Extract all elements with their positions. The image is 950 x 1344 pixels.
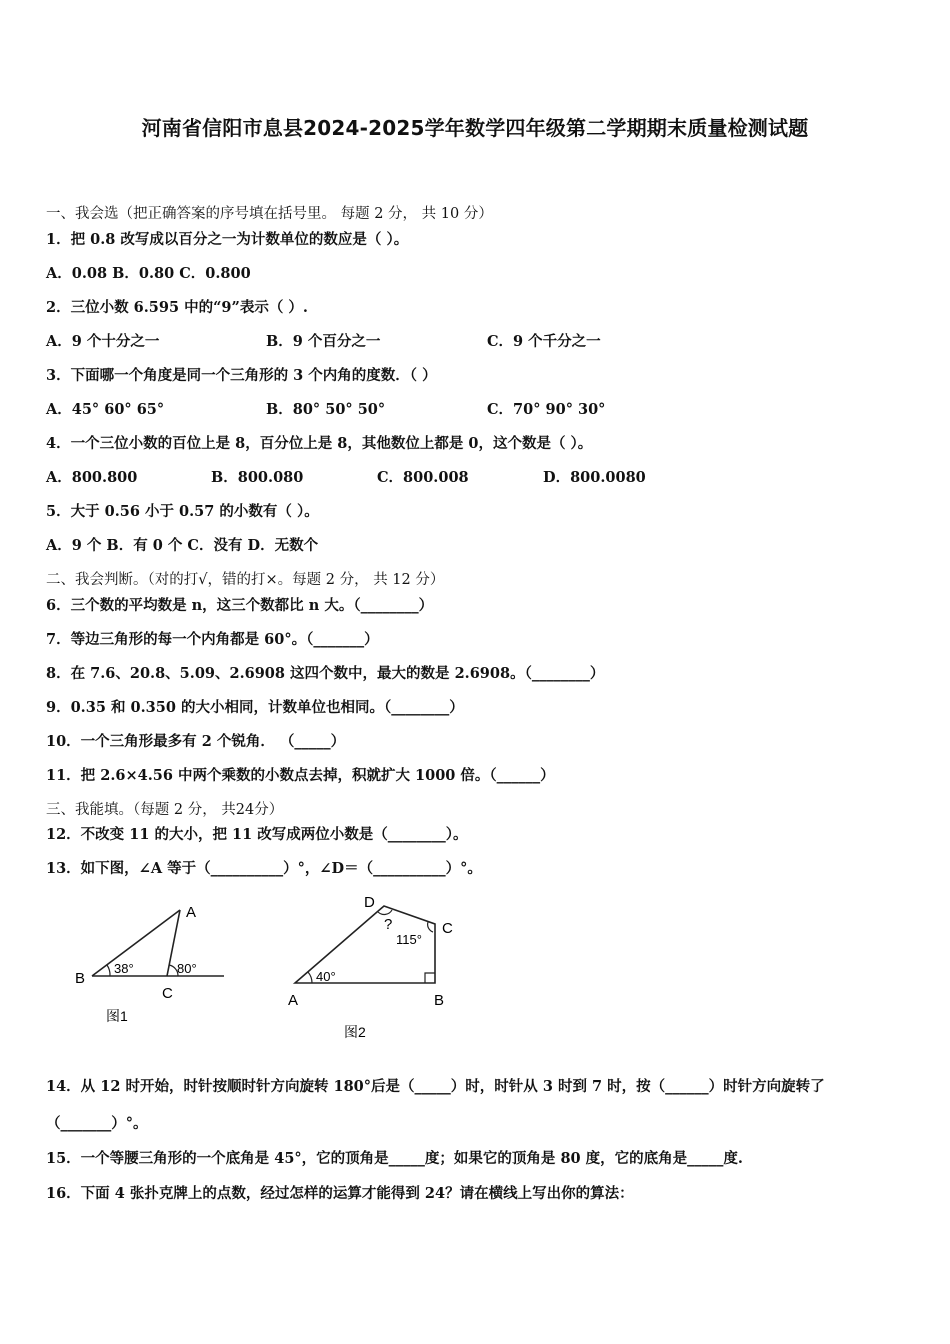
page-title: 河南省信阳市息县2024-2025学年数学四年级第二学期期末质量检测试题 [141,116,809,140]
question-1: 1．把 0.8 改写成以百分之一为计数单位的数应是（ ）。 [46,231,409,248]
fig2-label-a: A [288,992,299,1009]
fig1-side-ba [92,910,180,976]
question-5-options: A．9 个 B．有 0 个 C．没有 D．无数个 [46,537,319,554]
fig2-label-d: D [364,894,375,911]
fig2-angle-a-label: 40° [316,969,336,984]
fig1-angle-b-label: 38° [114,961,134,976]
section-3-heading: 三、我能填。（每题 2 分， 共24分） [46,802,284,818]
fig2-label-c: C [442,920,453,937]
question-8: 8．在 7.6、20.8、5.09、2.6908 这四个数中，最大的数是 2.6908。（________） [46,665,605,682]
question-12: 12．不改变 11 的大小，把 11 改写成两位小数是（________）。 [46,826,468,843]
question-2: 2．三位小数 6.595 中的“9”表示（ ）. [46,299,308,316]
figure-2-quadrilateral [280,888,470,1048]
question-1-options: A．0.08 B．0.80 C．0.800 [46,265,251,282]
fig1-label-b: B [75,970,86,987]
fig2-angle-d-arc [378,910,392,914]
fig2-angle-d-label: ? [384,916,393,933]
question-13: 13．如下图，∠A 等于（__________）°，∠D＝（__________）°。 [46,860,482,877]
question-11: 11．把 2.6×4.56 中两个乘数的小数点去掉，积就扩大 1000 倍。（______） [46,767,555,784]
fig1-label-c: C [162,985,173,1002]
fig2-angle-c-label: 115° [396,932,422,947]
question-3-option-a: A．45° 60° 65° [46,401,165,418]
question-16: 16．下面 4 张扑克牌上的点数，经过怎样的运算才能得到 24？请在横线上写出你的算法： [46,1185,634,1202]
question-5: 5．大于 0.56 小于 0.57 的小数有（ ）。 [46,503,319,520]
section-1-heading: 一、我会选（把正确答案的序号填在括号里。 每题 2 分， 共 10 分） [46,206,493,222]
question-7: 7．等边三角形的每一个内角都是 60°。（_______） [46,631,379,648]
question-14-line-1: 14．从 12 时开始，时针按顺时针方向旋转 180°后是（_____）时，时针从 3 时到 7 时，按（______）时针方向旋转了 [46,1078,825,1095]
figure-1-triangle [70,895,240,1030]
question-3-option-b: B．80° 50° 50° [266,401,386,418]
question-3: 3．下面哪一个角度是同一个三角形的 3 个内角的度数．（ ） [46,367,437,384]
question-4: 4．一个三位小数的百位上是 8，百分位上是 8，其他数位上都是 0，这个数是（ ）。 [46,435,593,452]
section-2-heading: 二、我会判断。（对的打√，错的打×。每题 2 分， 共 12 分） [46,572,445,588]
fig1-angle-c-label: 80° [177,961,197,976]
question-10: 10．一个三角形最多有 2 个锐角． （_____） [46,733,346,750]
fig1-caption: 图1 [106,1008,128,1024]
fig1-label-a: A [186,904,197,921]
question-14-line-2: （_______）°。 [46,1115,148,1132]
question-15: 15．一个等腰三角形的一个底角是 45°，它的顶角是_____度；如果它的顶角是 80 度，它的底角是_____度. [46,1150,743,1167]
question-4-option-b: B．800.080 [211,469,304,486]
question-4-option-a: A．800.800 [46,469,138,486]
fig2-caption: 图2 [344,1024,366,1040]
question-4-option-d: D．800.0080 [543,469,646,486]
fig2-right-angle-mark [425,973,435,983]
question-9: 9．0.35 和 0.350 的大小相同，计数单位也相同。（________） [46,699,464,716]
question-2-option-a: A．9 个十分之一 [46,333,160,350]
fig2-label-b: B [434,992,445,1009]
question-6: 6．三个数的平均数是 n，这三个数都比 n 大。（________） [46,597,434,614]
question-2-option-c: C．9 个千分之一 [487,333,601,350]
question-4-option-c: C．800.008 [377,469,469,486]
question-3-option-c: C．70° 90° 30° [487,401,606,418]
question-2-option-b: B．9 个百分之一 [266,333,381,350]
fig2-angle-a-arc [308,972,312,983]
fig1-angle-b-arc [107,965,110,976]
